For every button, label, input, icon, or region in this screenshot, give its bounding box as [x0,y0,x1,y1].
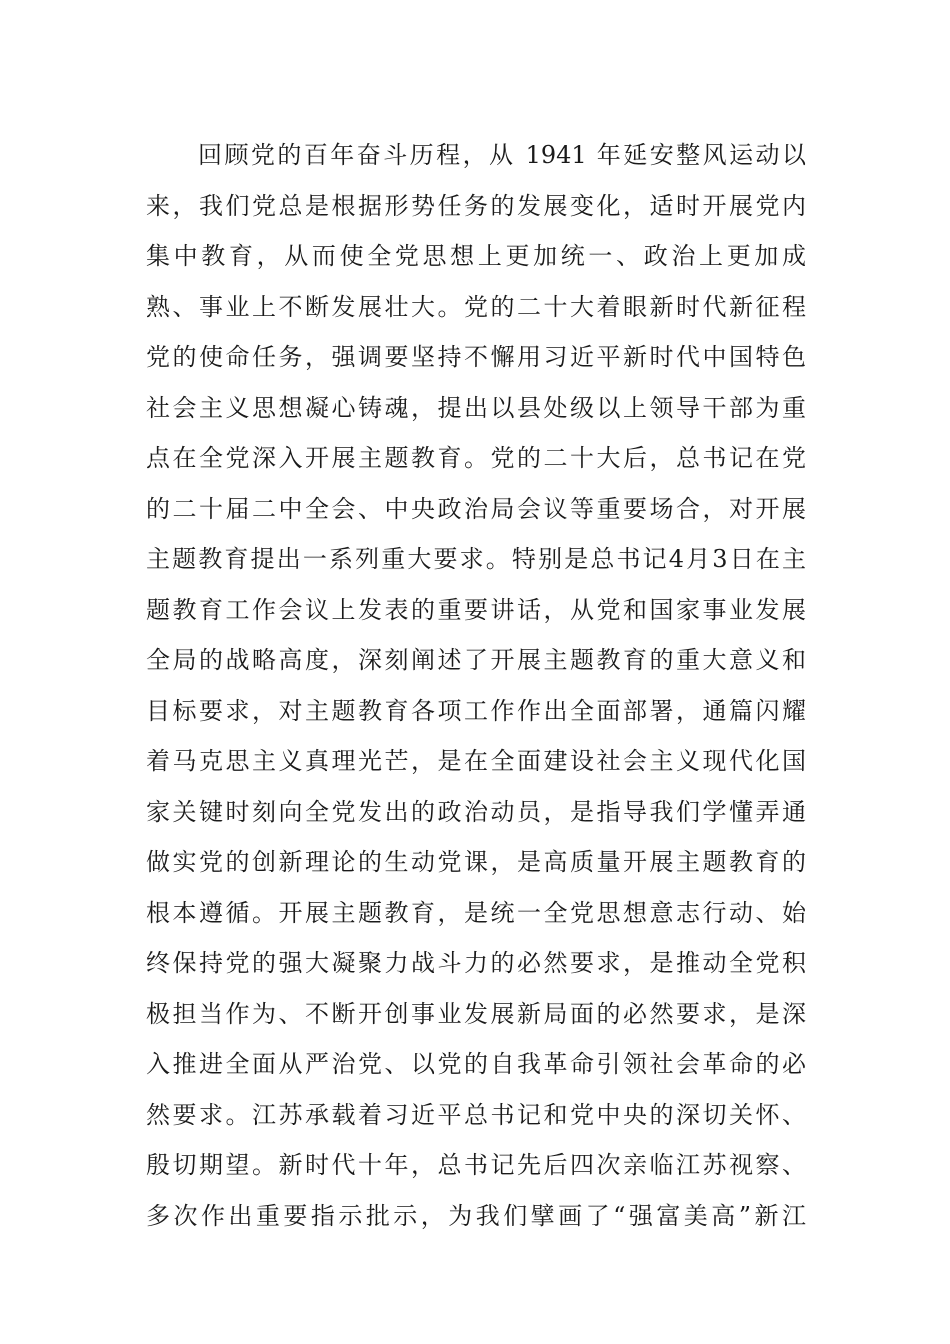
paragraph-line: 极担当作为、不断开创事业发展新局面的必然要求，是深 [146,999,806,1028]
paragraph-line: 终保持党的强大凝聚力战斗力的必然要求，是推动全党积 [146,949,806,977]
paragraph-line: 全局的战略高度，深刻阐述了开展主题教育的重大意义和 [146,646,806,674]
paragraph-line: 主题教育提出一系列重大要求。特别是总书记4月3日在主 [146,545,806,573]
paragraph-line: 目标要求，对主题教育各项工作作出全面部署，通篇闪耀 [146,696,806,725]
paragraph-line: 来，我们党总是根据形势任务的发展变化，适时开展党内 [146,191,806,220]
paragraph-line: 党的使命任务，强调要坚持不懈用习近平新时代中国特色 [146,343,806,371]
paragraph-line: 做实党的创新理论的生动党课，是高质量开展主题教育的 [146,848,806,876]
paragraph-line: 殷切期望。新时代十年，总书记先后四次亲临江苏视察、 [146,1151,806,1179]
paragraph-line: 家关键时刻向全党发出的政治动员，是指导我们学懂弄通 [146,797,806,826]
paragraph-line: 着马克思主义真理光芒，是在全面建设社会主义现代化国 [146,747,806,775]
paragraph-line: 熟、事业上不断发展壮大。党的二十大着眼新时代新征程 [146,292,806,321]
paragraph-line: 社会主义思想凝心铸魂，提出以县处级以上领导干部为重 [146,393,806,422]
body-paragraph [146,130,806,1241]
paragraph-line: 集中教育，从而使全党思想上更加统一、政治上更加成 [146,242,806,270]
paragraph-line: 回顾党的百年奋斗历程，从 1941 年延安整风运动以 [198,141,806,169]
paragraph-line: 点在全党深入开展主题教育。党的二十大后，总书记在党 [146,444,806,472]
paragraph-line: 题教育工作会议上发表的重要讲话，从党和国家事业发展 [146,595,806,624]
paragraph-line: 多次作出重要指示批示，为我们擘画了“强富美高”新江 [146,1201,806,1230]
paragraph-line: 根本遵循。开展主题教育，是统一全党思想意志行动、始 [146,898,806,927]
paragraph-line: 的二十届二中全会、中央政治局会议等重要场合，对开展 [146,494,806,523]
paragraph-line: 入推进全面从严治党、以党的自我革命引领社会革命的必 [146,1050,806,1078]
paragraph-line: 然要求。江苏承载着习近平总书记和党中央的深切关怀、 [146,1100,806,1129]
